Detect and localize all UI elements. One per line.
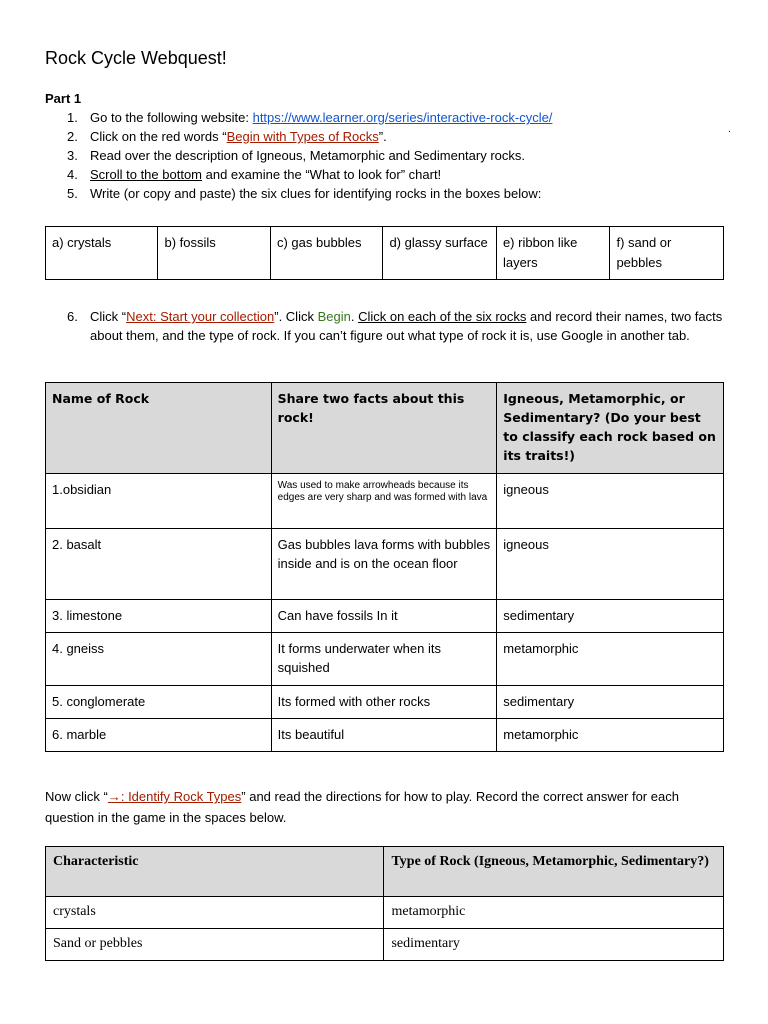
start-collection-link[interactable]: Next: Start your collection	[126, 309, 275, 324]
rock-type-cell[interactable]: sedimentary	[384, 929, 724, 961]
rock-type-cell[interactable]: sedimentary	[497, 600, 724, 633]
rock-facts-cell[interactable]: Its beautiful	[271, 719, 497, 752]
rock-facts-cell[interactable]: Gas bubbles lava forms with bubbles inside and is on the ocean floor	[271, 529, 497, 600]
begin-word: Begin	[317, 309, 351, 324]
step-4	[45, 166, 552, 185]
column-header: Igneous, Metamorphic, or Sedimentary? (Do your best to classify each rock based on its traits!)	[497, 383, 724, 474]
table-row	[46, 529, 724, 600]
click-rocks-text: Click on each of the six rocks	[358, 309, 527, 324]
column-header: Share two facts about this rock!	[271, 383, 497, 474]
begin-types-link[interactable]: Begin with Types of Rocks	[226, 129, 379, 144]
column-header: Characteristic	[46, 847, 384, 897]
step-2	[45, 128, 552, 147]
step-text: ”. Click	[274, 309, 318, 324]
step-number: 5.	[67, 186, 78, 201]
rock-name-cell[interactable]: 4. gneiss	[46, 633, 272, 686]
instruction-text: Now click “	[45, 789, 108, 804]
step-number: 2.	[67, 129, 78, 144]
rock-name-cell[interactable]: 3. limestone	[46, 600, 272, 633]
table-row	[46, 897, 724, 929]
rock-type-cell[interactable]: igneous	[497, 474, 724, 529]
rock-name-cell[interactable]: 2. basalt	[46, 529, 272, 600]
header-row	[46, 383, 724, 474]
table-row	[46, 227, 724, 280]
rock-type-cell[interactable]: metamorphic	[497, 633, 724, 686]
rock-name-cell[interactable]: 5. conglomerate	[46, 686, 272, 719]
characteristic-table	[45, 846, 724, 961]
step-number: 3.	[67, 148, 78, 163]
step-text: and examine the “What to look for” chart!	[202, 167, 442, 182]
step-3	[45, 147, 552, 166]
page-title: Rock Cycle Webquest!	[45, 48, 227, 68]
table-row	[46, 929, 724, 961]
identify-rock-types-link[interactable]: →: Identify Rock Types	[107, 789, 242, 804]
instruction-list	[45, 109, 552, 204]
rock-facts-cell[interactable]: Was used to make arrowheads because its edges are very sharp and was formed with lava	[271, 474, 497, 529]
step-number: 4.	[67, 167, 78, 182]
column-header: Type of Rock (Igneous, Metamorphic, Sedimentary?)	[384, 847, 724, 897]
clue-cell[interactable]: f) sand or pebbles	[610, 227, 724, 280]
rock-name-cell[interactable]: 1.obsidian	[46, 474, 272, 529]
part-heading: Part 1	[45, 91, 82, 106]
column-header: Name of Rock	[46, 383, 272, 474]
step-5	[45, 185, 552, 204]
step-number: 1.	[67, 110, 78, 125]
step-text: .	[350, 309, 359, 324]
rock-facts-cell[interactable]: It forms underwater when its squished	[271, 633, 497, 686]
rocks-table	[45, 382, 724, 752]
table-row	[46, 600, 724, 633]
table-row	[46, 719, 724, 752]
clues-table	[45, 226, 724, 280]
rock-type-cell[interactable]: metamorphic	[497, 719, 724, 752]
rock-type-cell[interactable]: sedimentary	[497, 686, 724, 719]
rock-facts-cell[interactable]: Its formed with other rocks	[271, 686, 497, 719]
clue-cell[interactable]: d) glassy surface	[383, 227, 497, 280]
clue-cell[interactable]: c) gas bubbles	[270, 227, 382, 280]
table-row	[46, 686, 724, 719]
stray-dot: .	[728, 124, 731, 135]
characteristic-cell[interactable]: crystals	[46, 897, 384, 929]
rock-name-cell[interactable]: 6. marble	[46, 719, 272, 752]
step-text: Click “	[90, 309, 127, 324]
step-text: Click on the red words “	[90, 129, 227, 144]
step-text: Read over the description of Igneous, Metamorphic and Sedimentary rocks.	[90, 148, 526, 163]
step-6	[45, 307, 725, 345]
rock-type-cell[interactable]: metamorphic	[384, 897, 724, 929]
scroll-bottom-text: Scroll to the bottom	[90, 167, 202, 182]
instruction-text: ” and read the directions for how to play. Record the correct answer for each question in the game in the spaces below.	[45, 789, 679, 825]
step-text-end: ”.	[378, 129, 387, 144]
rock-facts-cell[interactable]: Can have fossils In it	[271, 600, 497, 633]
header-row	[46, 847, 724, 897]
step-text: Go to the following website:	[90, 110, 253, 125]
identify-instructions	[45, 786, 725, 828]
website-link[interactable]: https://www.learner.org/series/interactive-rock-cycle/	[252, 110, 553, 125]
step-text: Write (or copy and paste) the six clues for identifying rocks in the boxes below:	[90, 186, 542, 201]
step-number: 6.	[67, 309, 78, 324]
step-text: and record their names, two facts about them, and the type of rock. If you can’t figure out what type of rock it is, use Google in another tab.	[90, 309, 723, 343]
table-row	[46, 474, 724, 529]
clue-cell[interactable]: b) fossils	[158, 227, 270, 280]
clue-cell[interactable]: e) ribbon like layers	[496, 227, 610, 280]
rock-type-cell[interactable]: igneous	[497, 529, 724, 600]
step-1	[45, 109, 552, 128]
table-row	[46, 633, 724, 686]
clue-cell[interactable]: a) crystals	[46, 227, 158, 280]
characteristic-cell[interactable]: Sand or pebbles	[46, 929, 384, 961]
